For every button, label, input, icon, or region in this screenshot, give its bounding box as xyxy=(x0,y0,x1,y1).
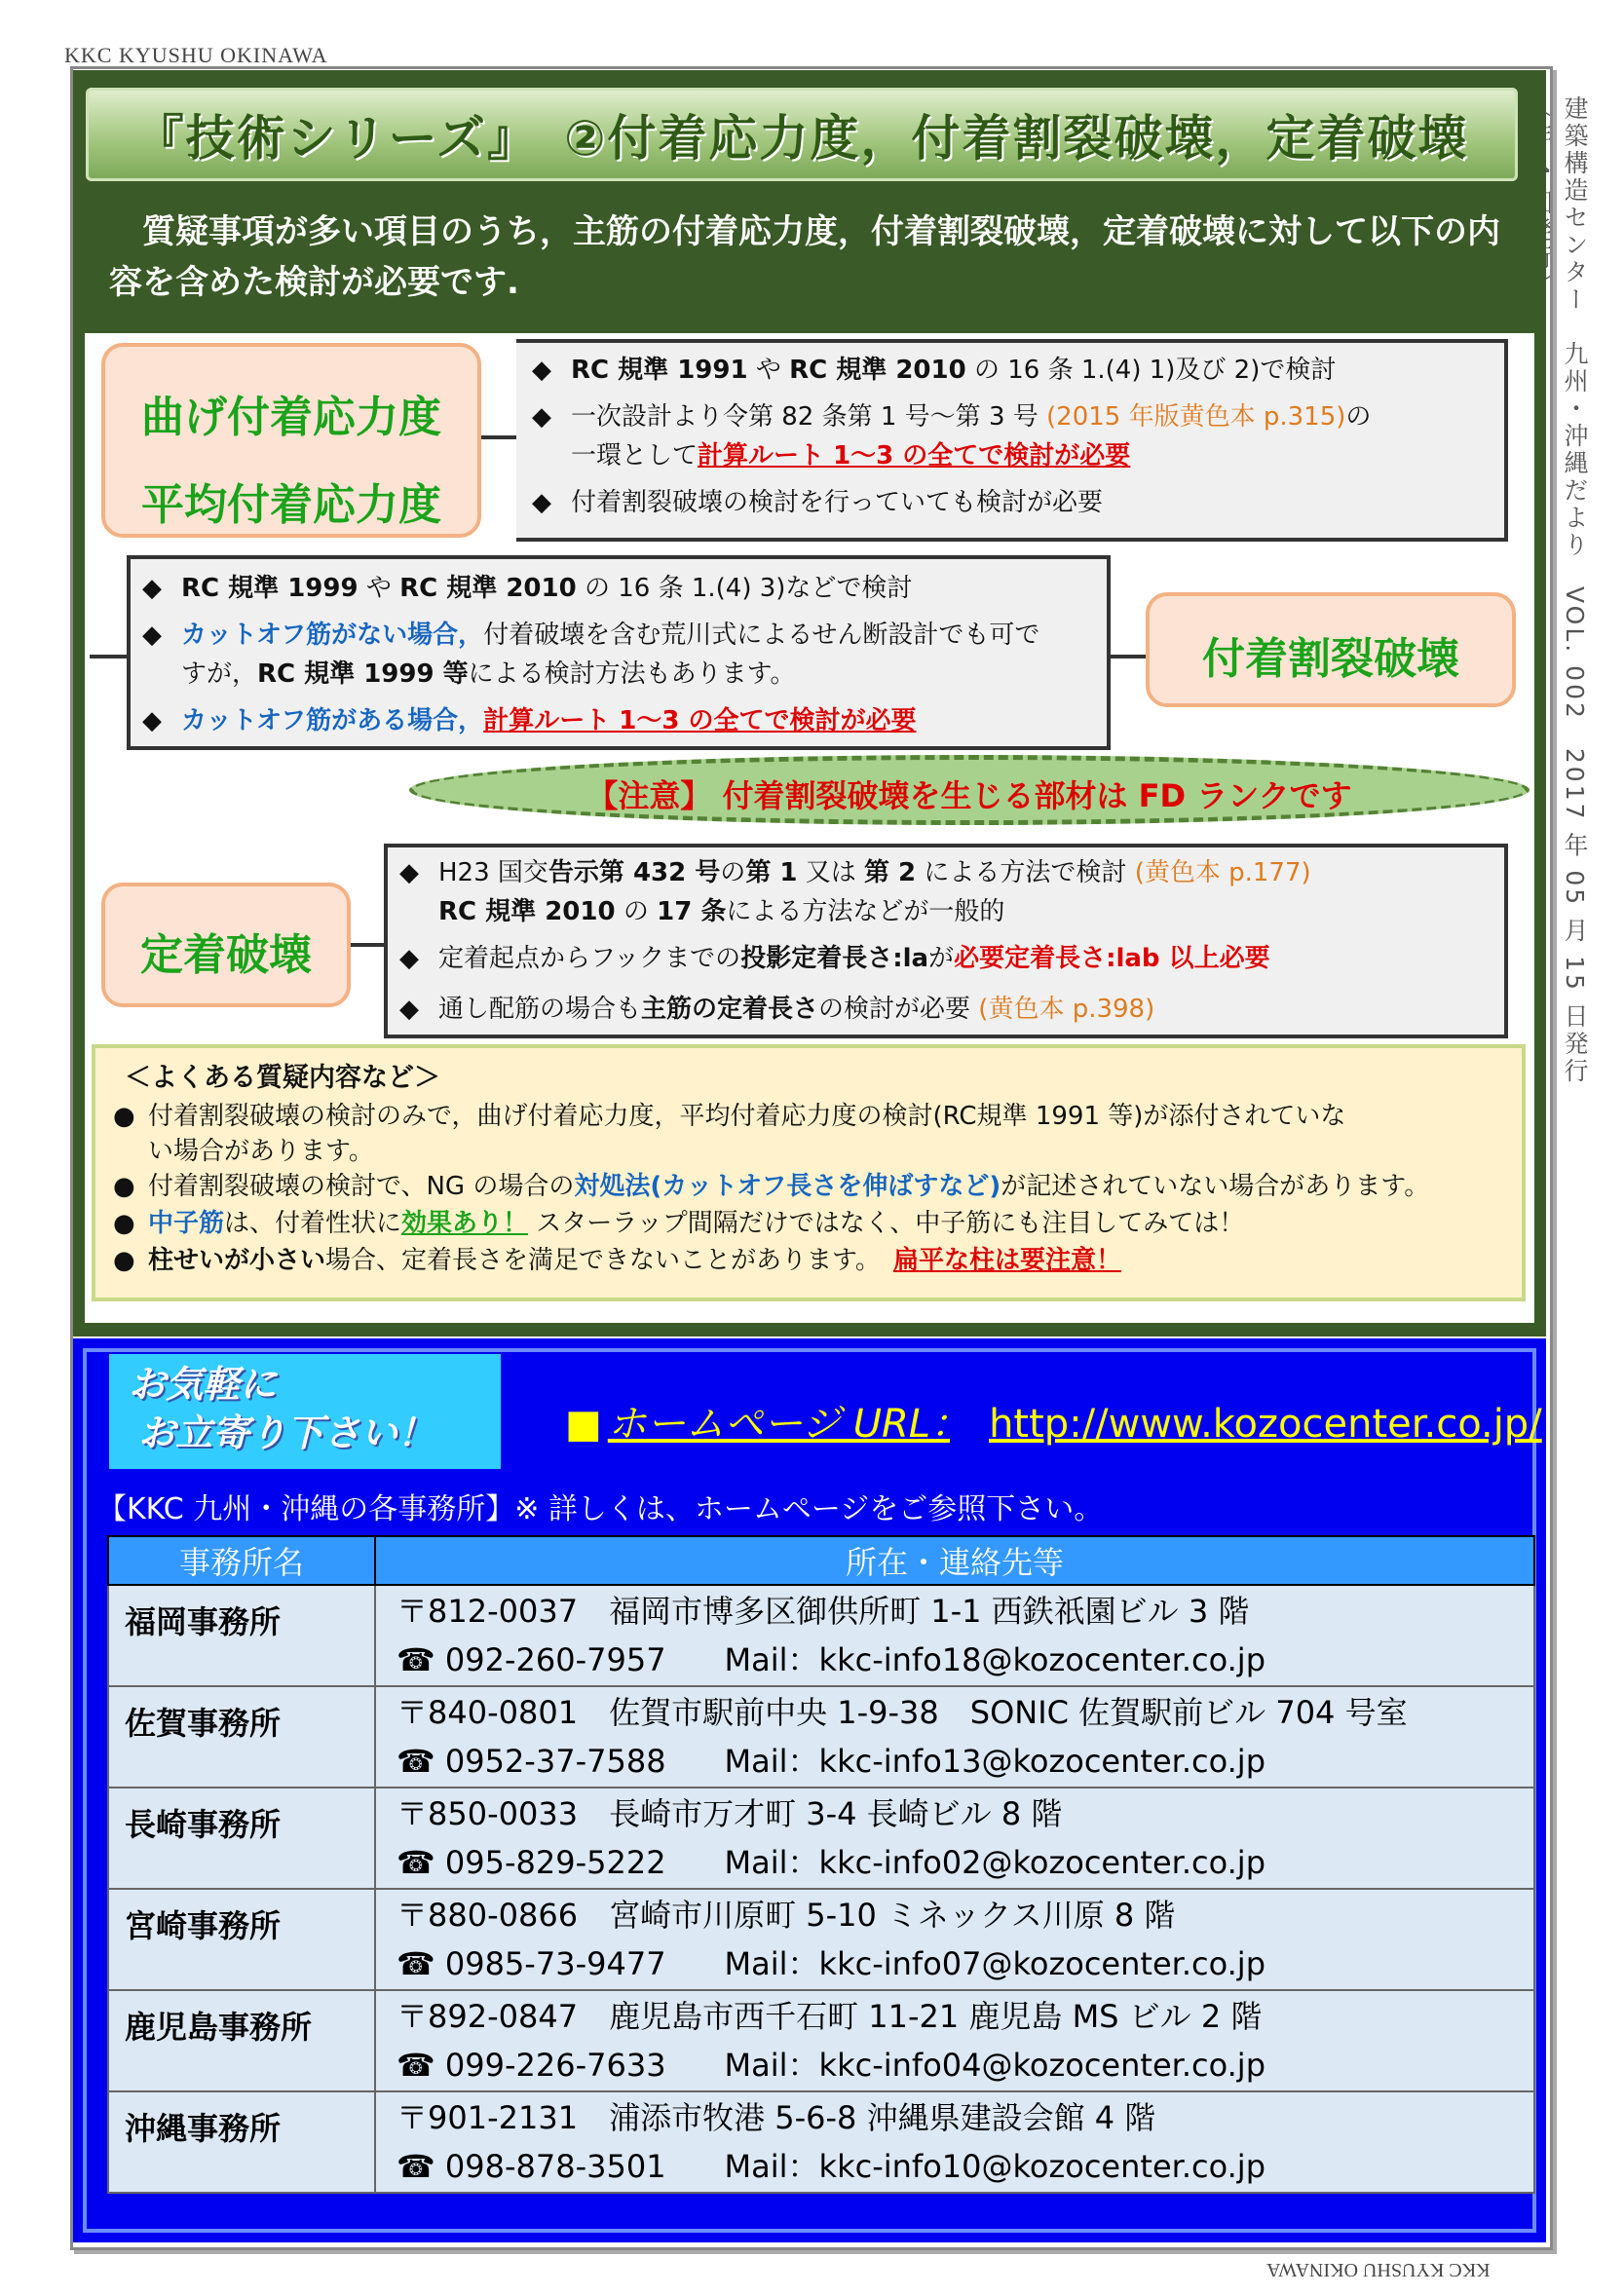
text: や xyxy=(358,574,400,603)
text: RC 規準 2010 xyxy=(438,897,616,926)
office-info xyxy=(375,1686,1534,1788)
office-contact-line xyxy=(377,2041,1532,2089)
caution-note xyxy=(409,755,1530,825)
text: 計算ルート 1～3 の全てで検討が必要 xyxy=(483,706,917,735)
text: 又は xyxy=(797,858,864,887)
table-row xyxy=(108,2091,1534,2193)
homepage-url xyxy=(565,1393,1542,1449)
text: の xyxy=(615,897,658,926)
banner-title: 『技術シリーズ』 ②付着応力度，付着割裂破壊，定着破壊 xyxy=(134,110,1469,167)
label-bond-splitting xyxy=(1146,592,1516,707)
office-phone: 0952-37-7588 xyxy=(444,1743,666,1780)
text: 柱せいが小さい xyxy=(148,1246,326,1275)
label-bending-bond-text: 曲げ付着応力度 xyxy=(141,393,441,442)
office-info xyxy=(375,1889,1534,1990)
bullet-2-2b xyxy=(181,657,796,692)
label-anchorage-failure xyxy=(101,883,351,1007)
office-info xyxy=(375,1585,1534,1686)
phone-icon: ☎ xyxy=(397,1945,435,1982)
label-average-bond-text: 平均付着応力度 xyxy=(141,480,441,530)
bullet-icon: ◆ xyxy=(532,402,551,432)
faq-item-2 xyxy=(113,1169,1506,1204)
text: RC 規準 2010 xyxy=(399,574,577,603)
text: 必要定着長さ:lab 以上必要 xyxy=(954,944,1270,973)
dot-icon: ● xyxy=(113,1209,135,1238)
connector-2-left xyxy=(90,655,129,659)
text: H23 国交 xyxy=(438,858,548,887)
text: 投影定着長さ:la xyxy=(740,944,929,973)
bullet-3-2 xyxy=(399,941,1270,976)
text: RC 規準 1991 xyxy=(571,356,748,385)
office-address: 〒901-2131 浦添市牧港 5-6-8 沖縄県建設会館 4 階 xyxy=(397,2099,1156,2136)
table-header-row xyxy=(108,1536,1534,1585)
bullet-3-1 xyxy=(399,855,1311,890)
bullet-2-1 xyxy=(142,571,912,606)
text: による方法で検討 xyxy=(916,858,1135,887)
intro-text: 質疑事項が多い項目のうち，主筋の付着応力度，付着割裂破壊，定着破壊に対して以下の内容を含めた検討が必要です. xyxy=(109,212,1500,302)
text: の xyxy=(1345,402,1372,432)
phone-icon: ☎ xyxy=(397,1743,435,1780)
offices-heading: 【KKC 九州・沖縄の各事務所】※ 詳しくは、ホームページをご参照下さい。 xyxy=(97,1492,1104,1526)
homepage-label: ホームページ URL： xyxy=(607,1402,951,1447)
text: による方法などが一般的 xyxy=(726,897,1005,926)
text: い場合があります。 xyxy=(148,1137,374,1166)
office-address: 〒812-0037 福岡市博多区御供所町 1-1 西鉄祇園ビル 3 階 xyxy=(397,1593,1250,1630)
text: 主筋の定着長さ xyxy=(641,995,819,1024)
bullet-2-2 xyxy=(142,618,1039,653)
text: 一次設計より令第 82 条第 1 号～第 3 号 xyxy=(571,402,1047,432)
table-row xyxy=(108,1585,1534,1686)
dot-icon: ● xyxy=(113,1102,135,1131)
text: 付着破壊を含む荒川式によるせん断設計でも可で xyxy=(483,621,1040,650)
text: の 16 条 1.(4) 3)などで検討 xyxy=(576,574,913,603)
office-mail[interactable]: Mail：kkc-info13@kozocenter.co.jp xyxy=(724,1743,1266,1780)
office-name: 沖縄事務所 xyxy=(108,2091,375,2193)
connector-3 xyxy=(351,943,386,947)
text: 告示第 432 号 xyxy=(548,858,721,887)
dot-icon: ● xyxy=(113,1246,135,1275)
caution-note-text: 【注意】 付着割裂破壊を生じる部材は FD ランクです xyxy=(586,777,1352,814)
text: 第 2 xyxy=(864,858,917,887)
phone-icon: ☎ xyxy=(397,1641,435,1678)
office-phone: 092-260-7957 xyxy=(444,1641,666,1678)
table-row xyxy=(108,1889,1534,1990)
office-name: 鹿児島事務所 xyxy=(108,1990,375,2091)
office-contact-line xyxy=(377,1636,1532,1684)
faq-item-1 xyxy=(113,1099,1506,1134)
office-info xyxy=(375,1990,1534,2091)
text: 中子筋 xyxy=(148,1209,225,1238)
text: が xyxy=(928,944,955,973)
text: 第 1 xyxy=(745,858,798,887)
office-name: 福岡事務所 xyxy=(108,1585,375,1686)
faq-item-4 xyxy=(113,1243,1506,1278)
homepage-link[interactable]: http://www.kozocenter.co.jp/ xyxy=(989,1402,1542,1447)
bullet-1-3 xyxy=(532,485,1103,520)
faq-title: ＜よくある質疑内容など＞ xyxy=(125,1063,440,1093)
bullet-icon: ◆ xyxy=(399,995,419,1024)
office-mail[interactable]: Mail：kkc-info10@kozocenter.co.jp xyxy=(724,2148,1266,2185)
label-anchorage-text: 定着破壊 xyxy=(140,930,312,980)
office-mail[interactable]: Mail：kkc-info02@kozocenter.co.jp xyxy=(724,1844,1266,1881)
text: (黄色本 p.398) xyxy=(978,995,1155,1024)
text: の 16 条 1.(4) 1)及び 2)で検討 xyxy=(965,356,1337,385)
text: 17 条 xyxy=(657,897,727,926)
office-mail[interactable]: Mail：kkc-info07@kozocenter.co.jp xyxy=(724,1945,1266,1982)
bullet-icon: ◆ xyxy=(142,574,162,603)
faq-box xyxy=(92,1044,1526,1301)
text: カットオフ筋がある場合， xyxy=(181,706,484,735)
footer-org: KKC KYUSHU OKINAWA xyxy=(1266,2259,1491,2280)
label-bending-bond xyxy=(101,343,481,538)
col-contact: 所在・連絡先等 xyxy=(375,1536,1534,1585)
text: RC 規準 1999 xyxy=(181,574,359,603)
connector-2-right xyxy=(1111,655,1150,659)
square-icon: ■ xyxy=(565,1402,602,1447)
office-phone: 095-829-5222 xyxy=(444,1844,666,1881)
text: 扁平な柱は要注意！ xyxy=(892,1246,1121,1275)
office-address: 〒880-0866 宮崎市川原町 5-10 ミネックス川原 8 階 xyxy=(397,1897,1176,1934)
text: 一環として xyxy=(571,441,699,470)
office-info xyxy=(375,2091,1534,2193)
phone-icon: ☎ xyxy=(397,2148,435,2185)
faq-item-1b xyxy=(148,1134,1541,1169)
phone-icon: ☎ xyxy=(397,1844,435,1881)
text: RC 規準 2010 xyxy=(789,356,966,385)
dot-icon: ● xyxy=(113,1172,135,1201)
office-phone: 099-226-7633 xyxy=(444,2047,666,2084)
connector-1 xyxy=(481,435,520,439)
office-mail[interactable]: Mail：kkc-info04@kozocenter.co.jp xyxy=(724,2047,1266,2084)
visit-line-2: お立寄り下さい！ xyxy=(138,1411,435,1454)
text: の検討が必要 xyxy=(818,995,979,1024)
title-banner xyxy=(86,88,1518,181)
office-name: 佐賀事務所 xyxy=(108,1686,375,1788)
bullet-icon: ◆ xyxy=(532,356,551,385)
bullet-icon: ◆ xyxy=(142,706,162,735)
office-address: 〒850-0033 長崎市万才町 3-4 長崎ビル 8 階 xyxy=(397,1795,1063,1832)
text: 通し配筋の場合も xyxy=(438,995,642,1024)
table-row xyxy=(108,1990,1534,2091)
text: は、付着性状に xyxy=(224,1209,402,1238)
text: 場合、定着長さを満足できないことがあります。 xyxy=(325,1246,868,1275)
visit-callout xyxy=(109,1354,501,1469)
text: (黄色本 p.177) xyxy=(1134,858,1311,887)
text: による検討方法もあります。 xyxy=(468,659,796,689)
visit-line-1: お気軽に xyxy=(129,1363,278,1406)
text: が記述されていない場合があります。 xyxy=(1001,1172,1430,1201)
office-contact-line xyxy=(377,1737,1532,1786)
office-contact-line xyxy=(377,1838,1532,1887)
bullet-3-3 xyxy=(399,992,1154,1027)
bullet-icon: ◆ xyxy=(142,621,162,650)
office-info xyxy=(375,1788,1534,1889)
text: 定着起点からフックまでの xyxy=(438,944,741,973)
office-address: 〒840-0801 佐賀市駅前中央 1-9-38 SONIC 佐賀駅前ビル 704 号室 xyxy=(397,1694,1408,1731)
text: の xyxy=(720,858,746,887)
bullet-3-1b xyxy=(438,894,1004,929)
office-mail[interactable]: Mail：kkc-info18@kozocenter.co.jp xyxy=(724,1641,1266,1678)
bullet-2-3 xyxy=(142,703,916,738)
col-office-name: 事務所名 xyxy=(108,1536,375,1585)
text: (2015 年版黄色本 p.315) xyxy=(1046,402,1346,432)
office-phone: 098-878-3501 xyxy=(444,2148,666,2185)
text: すが， xyxy=(181,659,258,689)
text: カットオフ筋がない場合， xyxy=(181,621,484,650)
text: RC 規準 1999 等 xyxy=(257,659,469,689)
office-contact-line xyxy=(377,2142,1532,2191)
office-name: 長崎事務所 xyxy=(108,1788,375,1889)
office-contact-line xyxy=(377,1939,1532,1988)
bullet-1-2b xyxy=(571,438,1130,473)
offices-table xyxy=(107,1535,1535,2194)
bullet-icon: ◆ xyxy=(532,488,551,517)
table-row xyxy=(108,1686,1534,1788)
bullet-icon: ◆ xyxy=(399,858,419,887)
table-row xyxy=(108,1788,1534,1889)
office-phone: 0985-73-9477 xyxy=(444,1945,666,1982)
office-address: 〒892-0847 鹿児島市西千石町 11-21 鹿児島 MS ビル 2 階 xyxy=(397,1998,1263,2035)
text: スターラップ間隔だけではなく、中子筋にも注目してみては！ xyxy=(528,1209,1245,1238)
header-org: KKC KYUSHU OKINAWA xyxy=(64,43,328,67)
text: や xyxy=(747,356,790,385)
faq-item-3 xyxy=(113,1206,1506,1241)
visit-text xyxy=(129,1360,434,1457)
bullet-icon: ◆ xyxy=(399,944,419,973)
text: 対処法(カットオフ長さを伸ばすなど) xyxy=(574,1172,1001,1201)
vertical-publication-info: 建築構造センター 九州・沖縄だより VOL. 002 2017 年 05 月 15 日発行 xyxy=(1561,95,1589,1085)
phone-icon: ☎ xyxy=(397,2047,435,2084)
bullet-1-1 xyxy=(532,353,1336,388)
text: 付着割裂破壊の検討のみで，曲げ付着応力度，平均付着応力度の検討(RC規準 1991 等)が添付されていな xyxy=(148,1102,1346,1131)
bullet-1-2 xyxy=(532,399,1371,434)
office-name: 宮崎事務所 xyxy=(108,1889,375,1990)
label-bond-splitting-text: 付着割裂破壊 xyxy=(1202,634,1459,684)
text: 効果あり！ xyxy=(401,1209,529,1238)
text: 付着割裂破壊の検討を行っていても検討が必要 xyxy=(571,488,1104,517)
text: 付着割裂破壊の検討で、NG の場合の xyxy=(148,1172,575,1201)
text: 計算ルート 1～3 の全てで検討が必要 xyxy=(698,441,1131,470)
